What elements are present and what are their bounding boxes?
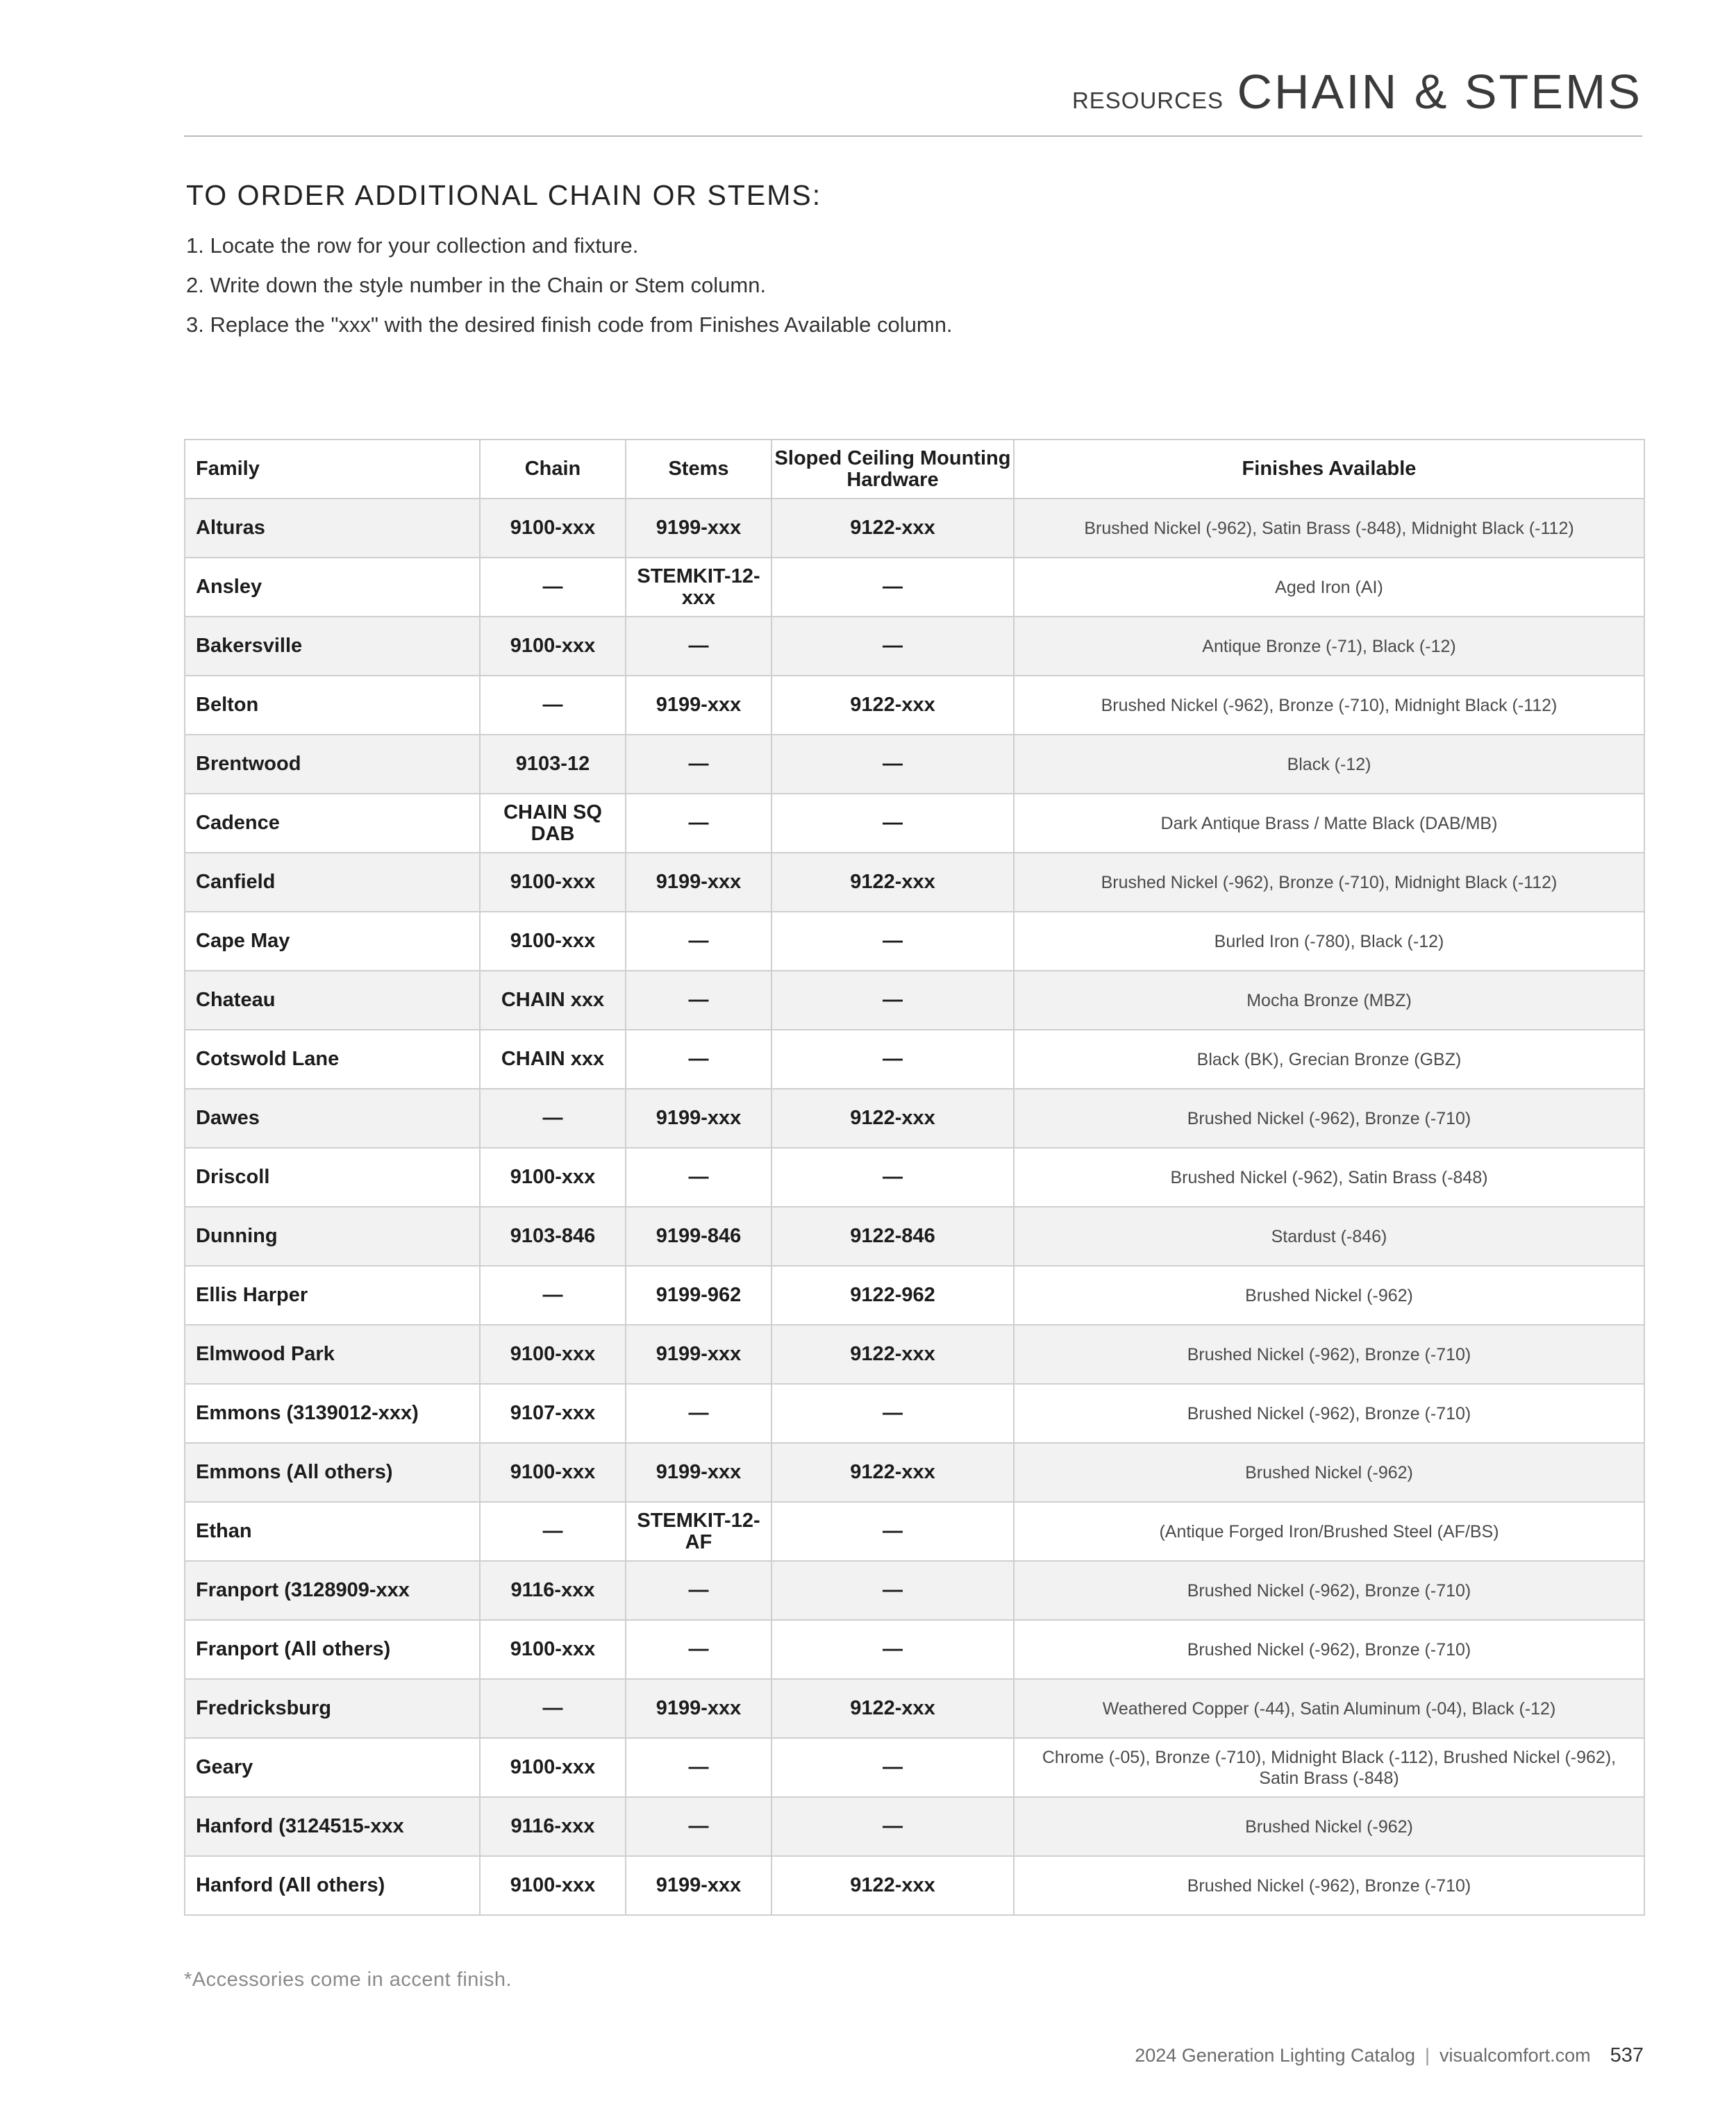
order-instructions xyxy=(186,179,1575,344)
table-row xyxy=(185,1443,1644,1502)
cell-sloped-ceiling: — xyxy=(771,971,1014,1030)
instruction-step: 3. Replace the "xxx" with the desired finish code from Finishes Available column. xyxy=(186,312,953,337)
cell-finishes: Brushed Nickel (-962), Satin Brass (-848), Midnight Black (-112) xyxy=(1014,499,1644,558)
cell-finishes: Brushed Nickel (-962), Bronze (-710) xyxy=(1014,1856,1644,1915)
table-row xyxy=(185,1148,1644,1207)
cell-chain: 9100-xxx xyxy=(480,1325,626,1384)
cell-sloped-ceiling: 9122-962 xyxy=(771,1266,1014,1325)
chain-stems-table xyxy=(184,439,1645,1916)
cell-sloped-ceiling: 9122-xxx xyxy=(771,1325,1014,1384)
cell-finishes: Stardust (-846) xyxy=(1014,1207,1644,1266)
cell-sloped-ceiling: — xyxy=(771,794,1014,853)
table-row xyxy=(185,971,1644,1030)
cell-family: Canfield xyxy=(185,853,480,912)
column-header-family: Family xyxy=(185,440,480,499)
cell-family: Emmons (All others) xyxy=(185,1443,480,1502)
instructions-heading: TO ORDER ADDITIONAL CHAIN OR STEMS: xyxy=(186,179,822,211)
cell-sloped-ceiling: — xyxy=(771,1620,1014,1679)
cell-sloped-ceiling: — xyxy=(771,617,1014,676)
footer-separator: | xyxy=(1425,2045,1430,2066)
cell-chain: 9100-xxx xyxy=(480,617,626,676)
website-link[interactable]: visualcomfort.com xyxy=(1439,2045,1591,2066)
cell-family: Driscoll xyxy=(185,1148,480,1207)
cell-finishes: Brushed Nickel (-962), Bronze (-710) xyxy=(1014,1561,1644,1620)
table-row xyxy=(185,1679,1644,1738)
cell-chain: — xyxy=(480,1266,626,1325)
cell-sloped-ceiling: — xyxy=(771,558,1014,617)
cell-finishes: Burled Iron (-780), Black (-12) xyxy=(1014,912,1644,971)
cell-stems: — xyxy=(626,1620,771,1679)
cell-stems: STEMKIT-12-AF xyxy=(626,1502,771,1561)
cell-chain: 9100-xxx xyxy=(480,1856,626,1915)
cell-family: Ethan xyxy=(185,1502,480,1561)
cell-finishes: Brushed Nickel (-962), Bronze (-710), Midnight Black (-112) xyxy=(1014,853,1644,912)
cell-sloped-ceiling: — xyxy=(771,1148,1014,1207)
cell-family: Alturas xyxy=(185,499,480,558)
table-row xyxy=(185,499,1644,558)
cell-stems: 9199-xxx xyxy=(626,853,771,912)
cell-family: Geary xyxy=(185,1738,480,1797)
cell-finishes: (Antique Forged Iron/Brushed Steel (AF/BS) xyxy=(1014,1502,1644,1561)
cell-family: Belton xyxy=(185,676,480,735)
column-header-stems: Stems xyxy=(626,440,771,499)
cell-stems: — xyxy=(626,912,771,971)
cell-stems: — xyxy=(626,1384,771,1443)
cell-family: Dunning xyxy=(185,1207,480,1266)
cell-chain: 9100-xxx xyxy=(480,1148,626,1207)
cell-stems: 9199-xxx xyxy=(626,676,771,735)
cell-chain: — xyxy=(480,1089,626,1148)
cell-sloped-ceiling: — xyxy=(771,1502,1014,1561)
table-row xyxy=(185,1030,1644,1089)
cell-sloped-ceiling: 9122-xxx xyxy=(771,853,1014,912)
page-title: CHAIN & STEMS xyxy=(1237,65,1642,119)
table-row xyxy=(185,1207,1644,1266)
cell-chain: — xyxy=(480,558,626,617)
cell-chain: 9116-xxx xyxy=(480,1561,626,1620)
cell-chain: 9100-xxx xyxy=(480,853,626,912)
cell-finishes: Brushed Nickel (-962), Bronze (-710) xyxy=(1014,1325,1644,1384)
table-row xyxy=(185,676,1644,735)
table-row xyxy=(185,1325,1644,1384)
table-row xyxy=(185,794,1644,853)
cell-sloped-ceiling: — xyxy=(771,1561,1014,1620)
cell-family: Franport (All others) xyxy=(185,1620,480,1679)
cell-finishes: Brushed Nickel (-962), Satin Brass (-848) xyxy=(1014,1148,1644,1207)
page-header xyxy=(184,62,1642,137)
cell-family: Fredricksburg xyxy=(185,1679,480,1738)
table-row xyxy=(185,617,1644,676)
section-label: RESOURCES xyxy=(1071,87,1224,113)
cell-stems: 9199-xxx xyxy=(626,1089,771,1148)
table-row xyxy=(185,558,1644,617)
cell-family: Elmwood Park xyxy=(185,1325,480,1384)
cell-chain: 9107-xxx xyxy=(480,1384,626,1443)
table-row xyxy=(185,735,1644,794)
cell-chain: CHAIN xxx xyxy=(480,1030,626,1089)
cell-sloped-ceiling: — xyxy=(771,1384,1014,1443)
table-row xyxy=(185,1384,1644,1443)
cell-finishes: Brushed Nickel (-962), Bronze (-710) xyxy=(1014,1620,1644,1679)
cell-finishes: Dark Antique Brass / Matte Black (DAB/MB) xyxy=(1014,794,1644,853)
table-body xyxy=(185,499,1644,1915)
cell-family: Cape May xyxy=(185,912,480,971)
cell-finishes: Black (BK), Grecian Bronze (GBZ) xyxy=(1014,1030,1644,1089)
footnote: *Accessories come in accent finish. xyxy=(184,1969,512,1991)
table-row xyxy=(185,1561,1644,1620)
cell-family: Chateau xyxy=(185,971,480,1030)
cell-stems: — xyxy=(626,617,771,676)
table-row xyxy=(185,1797,1644,1856)
cell-chain: 9100-xxx xyxy=(480,499,626,558)
cell-finishes: Brushed Nickel (-962), Bronze (-710) xyxy=(1014,1384,1644,1443)
cell-stems: 9199-xxx xyxy=(626,1443,771,1502)
cell-stems: — xyxy=(626,1738,771,1797)
page-number: 537 xyxy=(1610,2044,1644,2066)
catalog-name: 2024 Generation Lighting Catalog xyxy=(1135,2045,1416,2066)
cell-sloped-ceiling: 9122-846 xyxy=(771,1207,1014,1266)
cell-sloped-ceiling: 9122-xxx xyxy=(771,1679,1014,1738)
cell-finishes: Black (-12) xyxy=(1014,735,1644,794)
cell-stems: — xyxy=(626,1797,771,1856)
cell-finishes: Brushed Nickel (-962) xyxy=(1014,1266,1644,1325)
cell-chain: 9103-12 xyxy=(480,735,626,794)
cell-finishes: Weathered Copper (-44), Satin Aluminum (-04), Black (-12) xyxy=(1014,1679,1644,1738)
cell-family: Bakersville xyxy=(185,617,480,676)
column-header-chain: Chain xyxy=(480,440,626,499)
column-header-sloped-ceiling: Sloped Ceiling Mounting Hardware xyxy=(771,440,1014,499)
table-row xyxy=(185,1502,1644,1561)
cell-family: Franport (3128909-xxx xyxy=(185,1561,480,1620)
cell-sloped-ceiling: 9122-xxx xyxy=(771,1089,1014,1148)
cell-finishes: Chrome (-05), Bronze (-710), Midnight Black (-112), Brushed Nickel (-962), Satin Brass (-848) xyxy=(1014,1738,1644,1797)
instructions-steps xyxy=(186,226,1575,344)
cell-family: Cadence xyxy=(185,794,480,853)
cell-finishes: Brushed Nickel (-962), Bronze (-710), Midnight Black (-112) xyxy=(1014,676,1644,735)
cell-chain: 9100-xxx xyxy=(480,1738,626,1797)
cell-finishes: Antique Bronze (-71), Black (-12) xyxy=(1014,617,1644,676)
table-row xyxy=(185,1620,1644,1679)
cell-family: Hanford (All others) xyxy=(185,1856,480,1915)
cell-family: Dawes xyxy=(185,1089,480,1148)
cell-sloped-ceiling: 9122-xxx xyxy=(771,1443,1014,1502)
cell-chain: CHAIN xxx xyxy=(480,971,626,1030)
column-header-finishes: Finishes Available xyxy=(1014,440,1644,499)
cell-stems: — xyxy=(626,1148,771,1207)
cell-finishes: Mocha Bronze (MBZ) xyxy=(1014,971,1644,1030)
cell-chain: 9116-xxx xyxy=(480,1797,626,1856)
cell-finishes: Brushed Nickel (-962) xyxy=(1014,1443,1644,1502)
cell-chain: 9103-846 xyxy=(480,1207,626,1266)
cell-stems: STEMKIT-12-xxx xyxy=(626,558,771,617)
cell-chain: 9100-xxx xyxy=(480,912,626,971)
cell-family: Ansley xyxy=(185,558,480,617)
cell-stems: — xyxy=(626,794,771,853)
cell-chain: CHAIN SQ DAB xyxy=(480,794,626,853)
cell-family: Emmons (3139012-xxx) xyxy=(185,1384,480,1443)
cell-chain: 9100-xxx xyxy=(480,1620,626,1679)
cell-sloped-ceiling: — xyxy=(771,735,1014,794)
cell-finishes: Brushed Nickel (-962) xyxy=(1014,1797,1644,1856)
cell-chain: — xyxy=(480,676,626,735)
cell-sloped-ceiling: 9122-xxx xyxy=(771,499,1014,558)
cell-sloped-ceiling: — xyxy=(771,1030,1014,1089)
cell-stems: — xyxy=(626,1561,771,1620)
cell-finishes: Brushed Nickel (-962), Bronze (-710) xyxy=(1014,1089,1644,1148)
cell-stems: 9199-962 xyxy=(626,1266,771,1325)
table-header-row xyxy=(185,440,1644,499)
page-footer xyxy=(1135,2044,1644,2067)
cell-stems: — xyxy=(626,971,771,1030)
cell-stems: 9199-xxx xyxy=(626,1325,771,1384)
cell-sloped-ceiling: — xyxy=(771,1797,1014,1856)
cell-family: Hanford (3124515-xxx xyxy=(185,1797,480,1856)
table-row xyxy=(185,1266,1644,1325)
cell-stems: — xyxy=(626,1030,771,1089)
cell-family: Ellis Harper xyxy=(185,1266,480,1325)
cell-stems: 9199-846 xyxy=(626,1207,771,1266)
instruction-step: 2. Write down the style number in the Chain or Stem column. xyxy=(186,273,767,297)
cell-finishes: Aged Iron (AI) xyxy=(1014,558,1644,617)
table-row xyxy=(185,912,1644,971)
cell-stems: 9199-xxx xyxy=(626,1856,771,1915)
cell-family: Cotswold Lane xyxy=(185,1030,480,1089)
table-row xyxy=(185,1089,1644,1148)
cell-stems: 9199-xxx xyxy=(626,499,771,558)
table-row xyxy=(185,1738,1644,1797)
cell-stems: 9199-xxx xyxy=(626,1679,771,1738)
instruction-step: 1. Locate the row for your collection and fixture. xyxy=(186,233,639,258)
cell-chain: 9100-xxx xyxy=(480,1443,626,1502)
cell-family: Brentwood xyxy=(185,735,480,794)
cell-sloped-ceiling: — xyxy=(771,1738,1014,1797)
cell-sloped-ceiling: 9122-xxx xyxy=(771,676,1014,735)
table-row xyxy=(185,853,1644,912)
cell-sloped-ceiling: 9122-xxx xyxy=(771,1856,1014,1915)
cell-sloped-ceiling: — xyxy=(771,912,1014,971)
cell-chain: — xyxy=(480,1502,626,1561)
table-row xyxy=(185,1856,1644,1915)
cell-stems: — xyxy=(626,735,771,794)
cell-chain: — xyxy=(480,1679,626,1738)
